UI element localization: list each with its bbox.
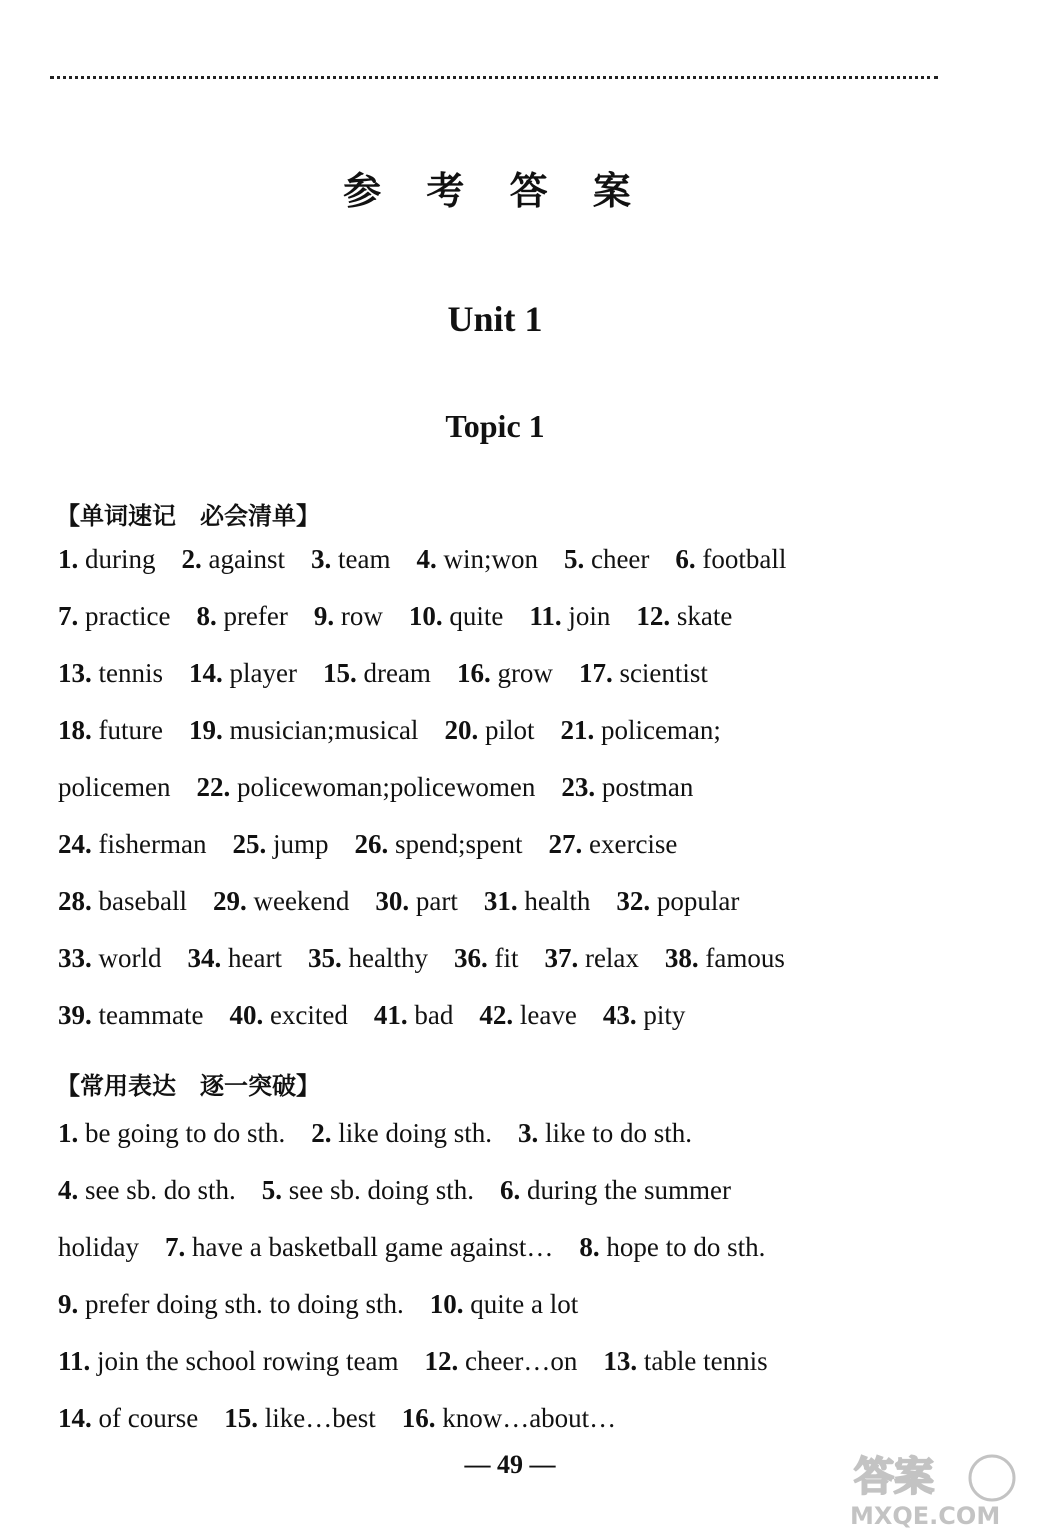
answer-text: join the school rowing team	[90, 1346, 399, 1376]
answer-text: health	[517, 886, 591, 916]
answer-number: 15.	[322, 658, 357, 688]
answer-item	[58, 1175, 236, 1205]
answer-text: quite	[442, 601, 504, 631]
answer-item	[58, 1289, 404, 1319]
answer-text: hope to do sth.	[599, 1232, 766, 1262]
answer-number: 14.	[58, 1403, 92, 1433]
answer-number: 19.	[188, 715, 223, 745]
answer-text: weekend	[246, 886, 350, 916]
answer-number: 14.	[189, 658, 223, 688]
answer-item	[311, 1118, 492, 1148]
answer-text: fisherman	[91, 829, 207, 859]
page-number: — 49 —	[464, 1450, 556, 1479]
answer-item	[58, 886, 187, 916]
answer-item	[262, 1175, 474, 1205]
answer-text: quite a lot	[463, 1289, 579, 1319]
answer-item	[189, 715, 418, 745]
answer-number: 20.	[444, 715, 479, 745]
answer-item	[665, 943, 785, 973]
answer-number: 41.	[373, 1000, 408, 1030]
answer-item	[636, 601, 732, 631]
topic-heading: Topic 1	[445, 408, 545, 444]
answer-item	[196, 772, 535, 802]
answer-text: bad	[407, 1000, 454, 1030]
answer-line	[58, 658, 938, 689]
answer-number: 6.	[675, 544, 696, 574]
answer-item	[224, 1403, 375, 1433]
answer-number: 5.	[563, 544, 585, 574]
answer-text: like…best	[257, 1403, 376, 1433]
answer-text: world	[91, 943, 162, 973]
answer-number: 13.	[603, 1346, 638, 1376]
answer-number: 8.	[579, 1232, 600, 1262]
answer-text: cheer…on	[458, 1346, 578, 1376]
answer-text: scientist	[612, 658, 708, 688]
answer-text: exercise	[582, 829, 678, 859]
section-heading-vocabulary: 【单词速记 必会清单】	[56, 502, 320, 530]
answer-item	[374, 1000, 453, 1030]
svg-text:答案: 答案	[854, 1454, 934, 1500]
answer-text: against	[201, 544, 285, 574]
answer-number: 3.	[310, 544, 332, 574]
answer-text: of course	[91, 1403, 199, 1433]
answer-text: see sb. do sth.	[78, 1175, 236, 1205]
answer-number: 12.	[424, 1346, 459, 1376]
answer-text: popular	[650, 886, 740, 916]
answer-number: 28.	[58, 886, 92, 916]
answer-item	[323, 658, 431, 688]
answer-item	[196, 601, 287, 631]
answer-text: cheer	[584, 544, 650, 574]
answer-text: table tennis	[637, 1346, 768, 1376]
svg-text:MXQE.COM: MXQE.COM	[850, 1502, 1001, 1530]
answer-item	[675, 544, 786, 574]
answer-item	[188, 943, 282, 973]
answer-item	[409, 601, 504, 631]
answer-text: leave	[513, 1000, 577, 1030]
answer-item	[232, 829, 328, 859]
answer-number: 26.	[354, 829, 389, 859]
answer-text: see sb. doing sth.	[282, 1175, 474, 1205]
answer-text: healthy	[341, 943, 428, 973]
dotted-divider	[50, 76, 938, 79]
answer-text: practice	[78, 601, 171, 631]
answer-number: 39.	[58, 1000, 92, 1030]
answer-item	[457, 658, 553, 688]
answer-item	[548, 829, 677, 859]
answer-line	[58, 829, 938, 860]
answer-item	[416, 544, 538, 574]
answer-item	[165, 1232, 553, 1262]
answer-text: relax	[578, 943, 639, 973]
answer-text: win;won	[436, 544, 538, 574]
answer-number: 30.	[375, 886, 410, 916]
answer-item	[564, 544, 649, 574]
answer-item	[58, 544, 156, 574]
answer-number: 11.	[58, 1346, 91, 1376]
answer-item	[484, 886, 590, 916]
answer-item	[430, 1289, 578, 1319]
answer-line	[58, 1232, 938, 1263]
answer-number: 16.	[401, 1403, 436, 1433]
section-heading-expressions: 【常用表达 逐一突破】	[56, 1072, 320, 1100]
answer-line	[58, 1118, 938, 1149]
unit-heading: Unit 1	[447, 299, 543, 339]
watermark-logo	[844, 1444, 1024, 1532]
answer-number: 12.	[636, 601, 671, 631]
answer-item	[402, 1403, 616, 1433]
answer-item	[579, 658, 708, 688]
answer-text: heart	[221, 943, 282, 973]
answer-number: 10.	[408, 601, 443, 631]
answer-item	[529, 601, 610, 631]
answer-number: 35.	[307, 943, 342, 973]
answer-item	[444, 715, 534, 745]
answer-number: 25.	[232, 829, 267, 859]
answer-text: tennis	[91, 658, 163, 688]
answer-text: pilot	[478, 715, 535, 745]
answer-number: 8.	[196, 601, 217, 631]
answer-item	[479, 1000, 576, 1030]
answer-text: baseball	[91, 886, 187, 916]
answer-item	[375, 886, 457, 916]
answer-item	[603, 1346, 767, 1376]
page-title: 参 考 答 案	[343, 169, 647, 213]
answer-text: fit	[487, 943, 519, 973]
answer-item	[189, 658, 297, 688]
answer-number: 13.	[58, 658, 92, 688]
answer-line	[58, 1175, 938, 1206]
answer-text: join	[561, 601, 611, 631]
answer-number: 2.	[311, 1118, 332, 1148]
answer-item	[182, 544, 285, 574]
answer-item	[58, 829, 206, 859]
answer-text: know…about…	[435, 1403, 617, 1433]
answer-number: 9.	[313, 601, 335, 631]
answer-text: prefer	[216, 601, 288, 631]
answer-text: during the summer	[520, 1175, 731, 1205]
answer-item	[213, 886, 349, 916]
answer-number: 29.	[212, 886, 247, 916]
answer-number: 24.	[58, 829, 92, 859]
answer-number: 33.	[58, 943, 92, 973]
answer-line	[58, 1289, 938, 1320]
answer-line	[58, 1346, 938, 1377]
answer-number: 1.	[58, 544, 79, 574]
answer-line	[58, 772, 938, 803]
answer-text: postman	[595, 772, 694, 802]
answer-item	[58, 943, 162, 973]
answer-number: 42.	[479, 1000, 514, 1030]
answer-number: 17.	[578, 658, 613, 688]
answer-number: 18.	[58, 715, 92, 745]
answer-number: 7.	[58, 601, 79, 631]
answer-text: like doing sth.	[331, 1118, 492, 1148]
answer-number: 10.	[429, 1289, 464, 1319]
answer-text: jump	[266, 829, 329, 859]
answer-item	[518, 1118, 692, 1148]
answer-text: row	[334, 601, 383, 631]
answer-line	[58, 1000, 938, 1031]
answer-number: 43.	[602, 1000, 637, 1030]
answer-text: future	[91, 715, 163, 745]
answer-number: 21.	[560, 715, 595, 745]
answer-line	[58, 601, 938, 632]
answer-item	[454, 943, 519, 973]
answer-number: 1.	[58, 1118, 79, 1148]
answer-text: musician;musical	[222, 715, 419, 745]
answer-number: 40.	[229, 1000, 264, 1030]
answer-text: have a basketball game against…	[185, 1232, 554, 1262]
answer-text: team	[331, 544, 391, 574]
answer-line	[58, 943, 938, 974]
answer-number: 36.	[453, 943, 488, 973]
answer-item	[424, 1346, 577, 1376]
answer-number: 15.	[224, 1403, 258, 1433]
answer-number: 9.	[58, 1289, 79, 1319]
answer-text: dream	[356, 658, 431, 688]
answer-text: football	[695, 544, 787, 574]
answer-line	[58, 886, 938, 917]
answer-text: player	[222, 658, 297, 688]
answer-number: 7.	[165, 1232, 186, 1262]
answer-line	[58, 544, 938, 575]
answer-number: 31.	[483, 886, 518, 916]
answer-item	[58, 1000, 203, 1030]
answer-text: policewoman;policewomen	[230, 772, 536, 802]
answer-item	[58, 658, 163, 688]
answer-text: like to do sth.	[538, 1118, 692, 1148]
answer-number: 4.	[58, 1175, 79, 1205]
answer-number: 4.	[416, 544, 437, 574]
answer-item	[500, 1175, 731, 1205]
answer-text: policeman;	[594, 715, 721, 745]
answer-text: grow	[490, 658, 553, 688]
answer-item	[58, 1346, 398, 1376]
answer-text: excited	[263, 1000, 348, 1030]
answer-text: part	[409, 886, 458, 916]
answer-item	[314, 601, 383, 631]
answer-text: policemen	[58, 772, 171, 802]
answer-text: teammate	[91, 1000, 204, 1030]
answer-number: 5.	[261, 1175, 282, 1205]
answer-number: 2.	[181, 544, 202, 574]
answer-line	[58, 715, 938, 746]
answer-text: be going to do sth.	[78, 1118, 286, 1148]
answer-text: pity	[636, 1000, 686, 1030]
answer-item	[560, 715, 720, 745]
answer-text: spend;spent	[388, 829, 523, 859]
answer-number: 22.	[196, 772, 231, 802]
answer-item	[58, 1232, 139, 1262]
answer-text: during	[78, 544, 156, 574]
answer-number: 23.	[561, 772, 596, 802]
answer-text: holiday	[58, 1232, 139, 1262]
answer-item	[229, 1000, 347, 1030]
answer-item	[579, 1232, 765, 1262]
answer-number: 3.	[518, 1118, 539, 1148]
answer-item	[561, 772, 693, 802]
answer-number: 32.	[616, 886, 651, 916]
answer-line	[58, 1403, 938, 1434]
answer-item	[311, 544, 390, 574]
answer-number: 37.	[544, 943, 579, 973]
answer-item	[58, 772, 170, 802]
answer-item	[58, 1118, 285, 1148]
answer-item	[58, 715, 163, 745]
answer-number: 11.	[529, 601, 562, 631]
answer-item	[544, 943, 638, 973]
answer-number: 34.	[187, 943, 222, 973]
answer-item	[58, 1403, 198, 1433]
answer-number: 6.	[500, 1175, 521, 1205]
answer-text: prefer doing sth. to doing sth.	[78, 1289, 404, 1319]
answer-number: 38.	[664, 943, 699, 973]
answer-item	[603, 1000, 686, 1030]
answer-item	[354, 829, 522, 859]
answer-number: 27.	[548, 829, 583, 859]
answer-text: famous	[698, 943, 785, 973]
answer-number: 16.	[456, 658, 491, 688]
answer-text: skate	[670, 601, 733, 631]
answer-item	[616, 886, 739, 916]
answer-item	[58, 601, 170, 631]
answer-item	[308, 943, 428, 973]
